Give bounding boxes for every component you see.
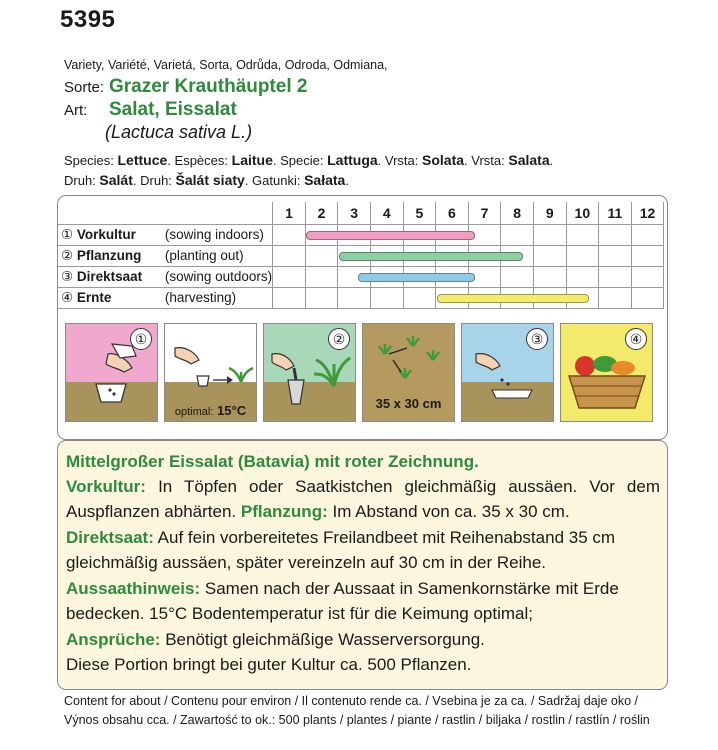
month-8: 8 <box>501 202 534 225</box>
species-value: Salata <box>508 152 550 168</box>
tile-germination <box>164 323 257 422</box>
sorte-value: Grazer Krauthäuptel 2 <box>109 76 308 97</box>
species-label: Druh: <box>64 173 96 188</box>
portion-paragraph: Diese Portion bringt bei guter Kultur ca. 500 Pflanzen. <box>66 655 472 674</box>
direktsaat-text: Auf fein vorbereitetes Freilandbeet mit Reihenabstand 35 cm <box>157 528 616 547</box>
step-desc: (planting out) <box>164 248 244 263</box>
tile-spacing <box>362 323 455 422</box>
footer-content-line-1: Content for about / Contenu pour environ / Il contenuto rende ca. / Vsebina je za ca. / Sadržaj daje oko / <box>64 694 638 708</box>
variety-line: Variety, Variété, Varietá, Sorta, Odrůda, Odroda, Odmiana, <box>64 58 388 72</box>
sorte-label: Sorte: <box>64 79 105 96</box>
month-5: 5 <box>403 202 436 225</box>
calendar-bar-vorkultur <box>306 231 474 240</box>
step-name: Vorkultur <box>76 227 136 242</box>
step-1-badge: ① <box>130 328 152 350</box>
direktsaat-label: Direktsaat: <box>66 528 154 547</box>
species-value: Lattuga <box>327 152 378 168</box>
optimal-temperature <box>165 403 256 418</box>
sorte-line <box>64 76 308 98</box>
description-headline: Mittelgroßer Eissalat (Batavia) mit roter Zeichnung. <box>66 452 479 471</box>
art-line <box>64 99 237 121</box>
step-number: ② <box>61 248 74 263</box>
footer-content-line-2: Výnos obsahu cca. / Zawartość to ok.: 500 plants / plantes / piante / rastlin / biljaka / rostlin / rastlín / roślin <box>64 713 650 727</box>
product-code: 5395 <box>60 6 116 33</box>
pflanzung-text: Im Abstand von ca. 35 x 30 cm. <box>332 502 570 521</box>
vorkultur-text-cont: Auspflanzen abhärten. <box>66 502 237 521</box>
optimal-value: 15°C <box>217 403 247 418</box>
species-line-2: Druh: Salát. Druh: Šalát siaty. Gatunki: Sałata. <box>64 172 349 188</box>
row-label <box>58 246 273 267</box>
species-value: Salát <box>99 172 133 188</box>
species-value: Šalát siaty <box>175 172 245 188</box>
aussaat-paragraph-cont: bedecken. 15°C Bodentemperatur ist für die Keimung optimal; <box>66 604 534 623</box>
step-number: ③ <box>61 269 74 284</box>
ansprueche-text: Benötigt gleichmäßige Wasserversorgung. <box>165 630 485 649</box>
optimal-label: optimal: <box>174 406 214 418</box>
month-11: 11 <box>599 202 632 225</box>
latin-name: (Lactuca sativa L.) <box>105 122 253 142</box>
pflanzung-label: Pflanzung: <box>240 502 328 521</box>
tile-harvesting <box>560 323 653 422</box>
month-1: 1 <box>273 202 306 225</box>
month-7: 7 <box>468 202 501 225</box>
species-value: Sałata <box>304 172 346 188</box>
species-label: Gatunki: <box>252 173 301 188</box>
direktsaat-paragraph <box>66 525 660 550</box>
calendar-header-row <box>58 202 664 225</box>
row-label <box>58 225 273 246</box>
calendar-corner <box>58 202 273 225</box>
month-9: 9 <box>533 202 566 225</box>
pflanzung-paragraph <box>66 499 660 524</box>
tile-planting-out <box>263 323 356 422</box>
vorkultur-text: In Töpfen oder Saatkistchen gleichmäßig aussäen. Vor dem <box>158 477 661 496</box>
species-line-1: Species: Lettuce. Espèces: Laitue. Specie: Lattuga. Vrsta: Solata. Vrsta: Salata. <box>64 152 554 168</box>
month-12: 12 <box>631 202 664 225</box>
ansprueche-paragraph <box>66 627 660 652</box>
step-desc: (sowing indoors) <box>164 227 264 242</box>
step-name: Pflanzung <box>76 248 142 263</box>
month-10: 10 <box>566 202 599 225</box>
vorkultur-paragraph <box>66 474 660 499</box>
direktsaat-paragraph-cont: gleichmäßig aussäen, später vereinzeln auf 30 cm in der Reihe. <box>66 553 547 572</box>
step-desc: (sowing outdoors) <box>164 269 273 284</box>
species-label: Specie: <box>280 153 324 168</box>
tile-sowing-outdoors <box>461 323 554 422</box>
species-value: Solata <box>422 152 465 168</box>
step-name: Direktsaat <box>76 269 143 284</box>
tile-sowing-indoors <box>65 323 158 422</box>
month-6: 6 <box>436 202 469 225</box>
description-box <box>57 440 668 690</box>
step-number: ④ <box>61 290 74 305</box>
month-4: 4 <box>370 202 403 225</box>
aussaat-text: Samen nach der Aussaat in Samenkornstärke mit Erde <box>204 579 619 598</box>
row-label <box>58 267 273 288</box>
art-label: Art: <box>64 102 88 119</box>
step-number: ① <box>61 227 74 242</box>
calendar-bar-ernte <box>437 294 589 303</box>
species-label: Species: <box>64 153 114 168</box>
month-2: 2 <box>305 202 338 225</box>
step-2-badge: ② <box>328 328 350 350</box>
sowing-calendar <box>57 195 668 440</box>
vorkultur-label: Vorkultur: <box>66 477 146 496</box>
step-3-badge: ③ <box>526 328 548 350</box>
aussaat-paragraph <box>66 576 660 601</box>
aussaat-label: Aussaathinweis: <box>66 579 201 598</box>
month-3: 3 <box>338 202 371 225</box>
species-label: Vrsta: <box>471 153 505 168</box>
calendar-bar-direktsaat <box>358 273 474 282</box>
species-label: Vrsta: <box>384 153 419 168</box>
calendar-bar-pflanzung <box>339 252 524 261</box>
species-label: Espèces: <box>174 153 229 168</box>
row-label <box>58 288 273 309</box>
step-name: Ernte <box>76 290 112 305</box>
ansprueche-label: Ansprüche: <box>66 630 161 649</box>
step-4-badge: ④ <box>625 328 647 350</box>
species-value: Laitue <box>231 152 273 168</box>
spacing-caption: 35 x 30 cm <box>375 396 442 411</box>
species-label: Druh: <box>140 173 172 188</box>
species-value: Lettuce <box>117 152 168 168</box>
step-desc: (harvesting) <box>164 290 237 305</box>
art-value: Salat, Eissalat <box>109 99 237 120</box>
